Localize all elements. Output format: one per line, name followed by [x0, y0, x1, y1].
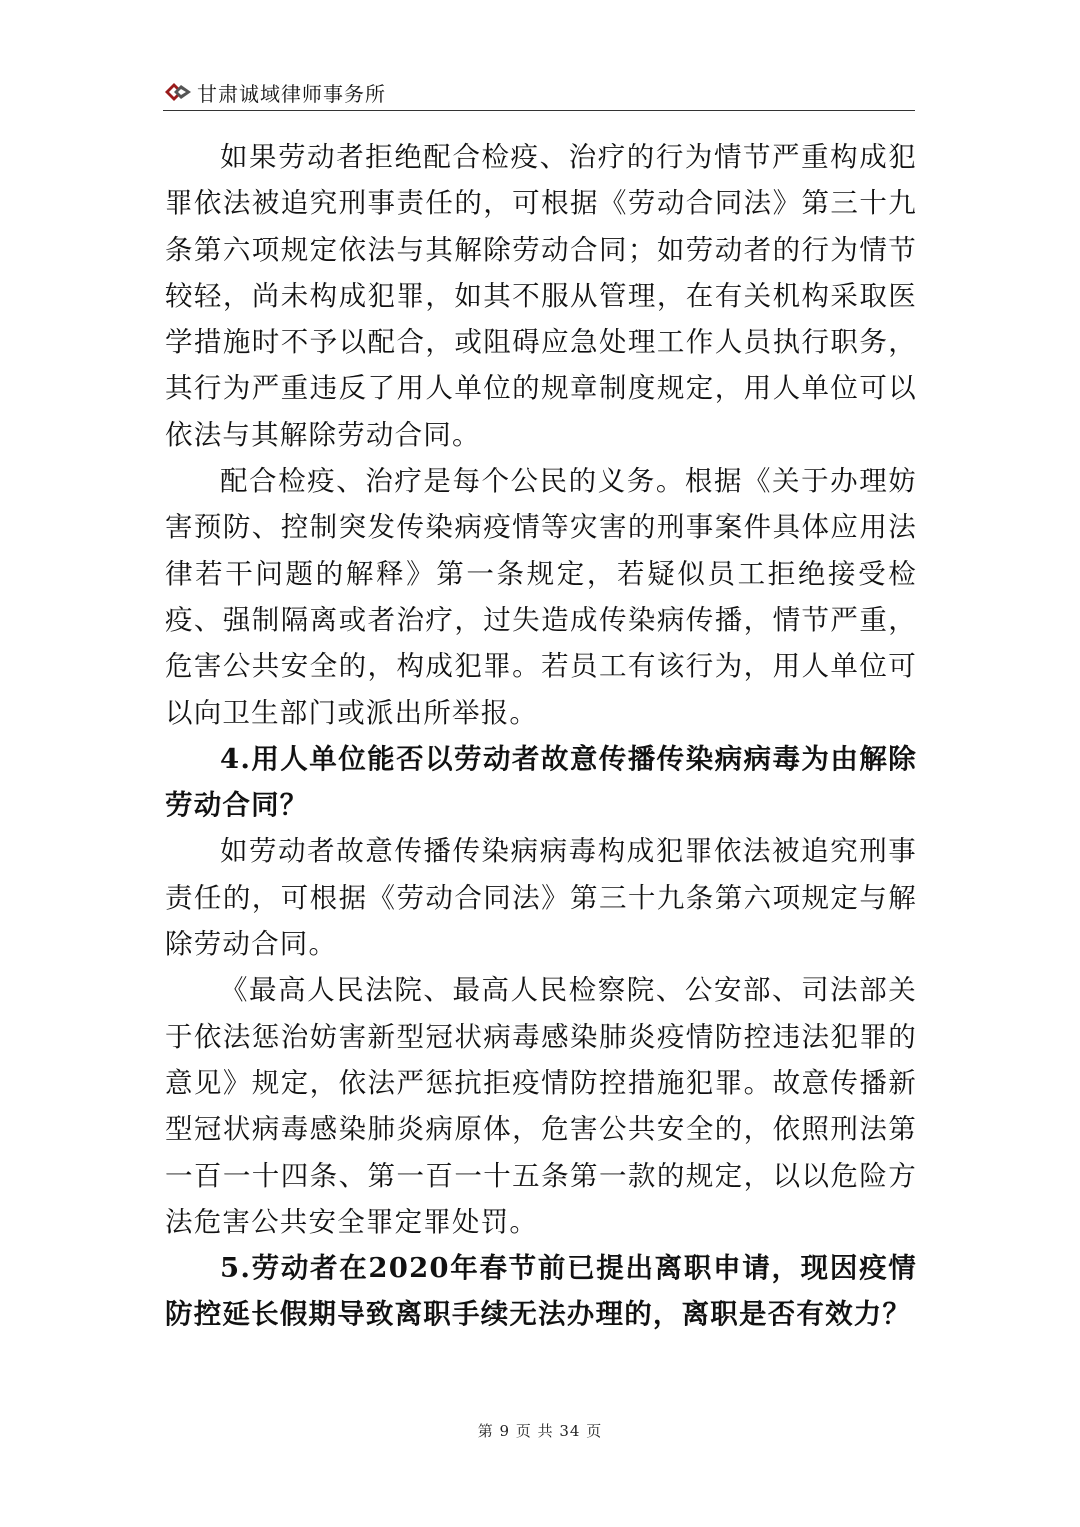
firm-name: 甘肃诚域律师事务所 — [197, 81, 386, 106]
diamond-logo-icon — [163, 81, 193, 103]
paragraph-refusal-quarantine: 如果劳动者拒绝配合检疫、治疗的行为情节严重构成犯罪依法被追究刑事责任的，可根据《劳动合同法》第三十九条第六项规定依法与其解除劳动合同；如劳动者的行为情节较轻，尚未构成犯罪，如其不服从管理，在有关机构采取医学措施时不予以配合，或阻碍应急处理工作人员执行职务，其行为严重违反了用人单位的规章制度规定，用人单位可以依法与其解除劳动合同。 — [165, 141, 917, 451]
paragraph-intentional-spread: 如劳动者故意传播传染病病毒构成犯罪依法被追究刑事责任的，可根据《劳动合同法》第三十九条第六项规定与解除劳动合同。 — [165, 835, 917, 961]
paragraph-cooperation-duty: 配合检疫、治疗是每个公民的义务。根据《关于办理妨害预防、控制突发传染病疫情等灾害的刑事案件具体应用法律若干问题的解释》第一条规定，若疑似员工拒绝接受检疫、强制隔离或者治疗，过失造成传染病传播，情节严重，危害公共安全的，构成犯罪。若员工有该行为，用人单位可以向卫生部门或派出所举报。 — [165, 465, 917, 729]
page-number: 第 9 页 共 34 页 — [477, 1422, 603, 1440]
document-header — [163, 74, 915, 111]
document-body — [165, 134, 917, 1338]
paragraph-legal-opinion: 《最高人民法院、最高人民检察院、公安部、司法部关于依法惩治妨害新型冠状病毒感染肺炎疫情防控违法犯罪的意见》规定，依法严惩抗拒疫情防控措施犯罪。故意传播新型冠状病毒感染肺炎病原体，危害公共安全的，依照刑法第一百一十四条、第一百一十五条第一款的规定，以以危险方法危害公共安全罪定罪处罚。 — [165, 974, 917, 1238]
question-heading-5: 5.劳动者在2020年春节前已提出离职申请，现因疫情防控延长假期导致离职手续无法办理的，离职是否有效力？ — [165, 1252, 917, 1331]
question-heading-4: 4.用人单位能否以劳动者故意传播传染病病毒为由解除劳动合同？ — [165, 742, 917, 822]
